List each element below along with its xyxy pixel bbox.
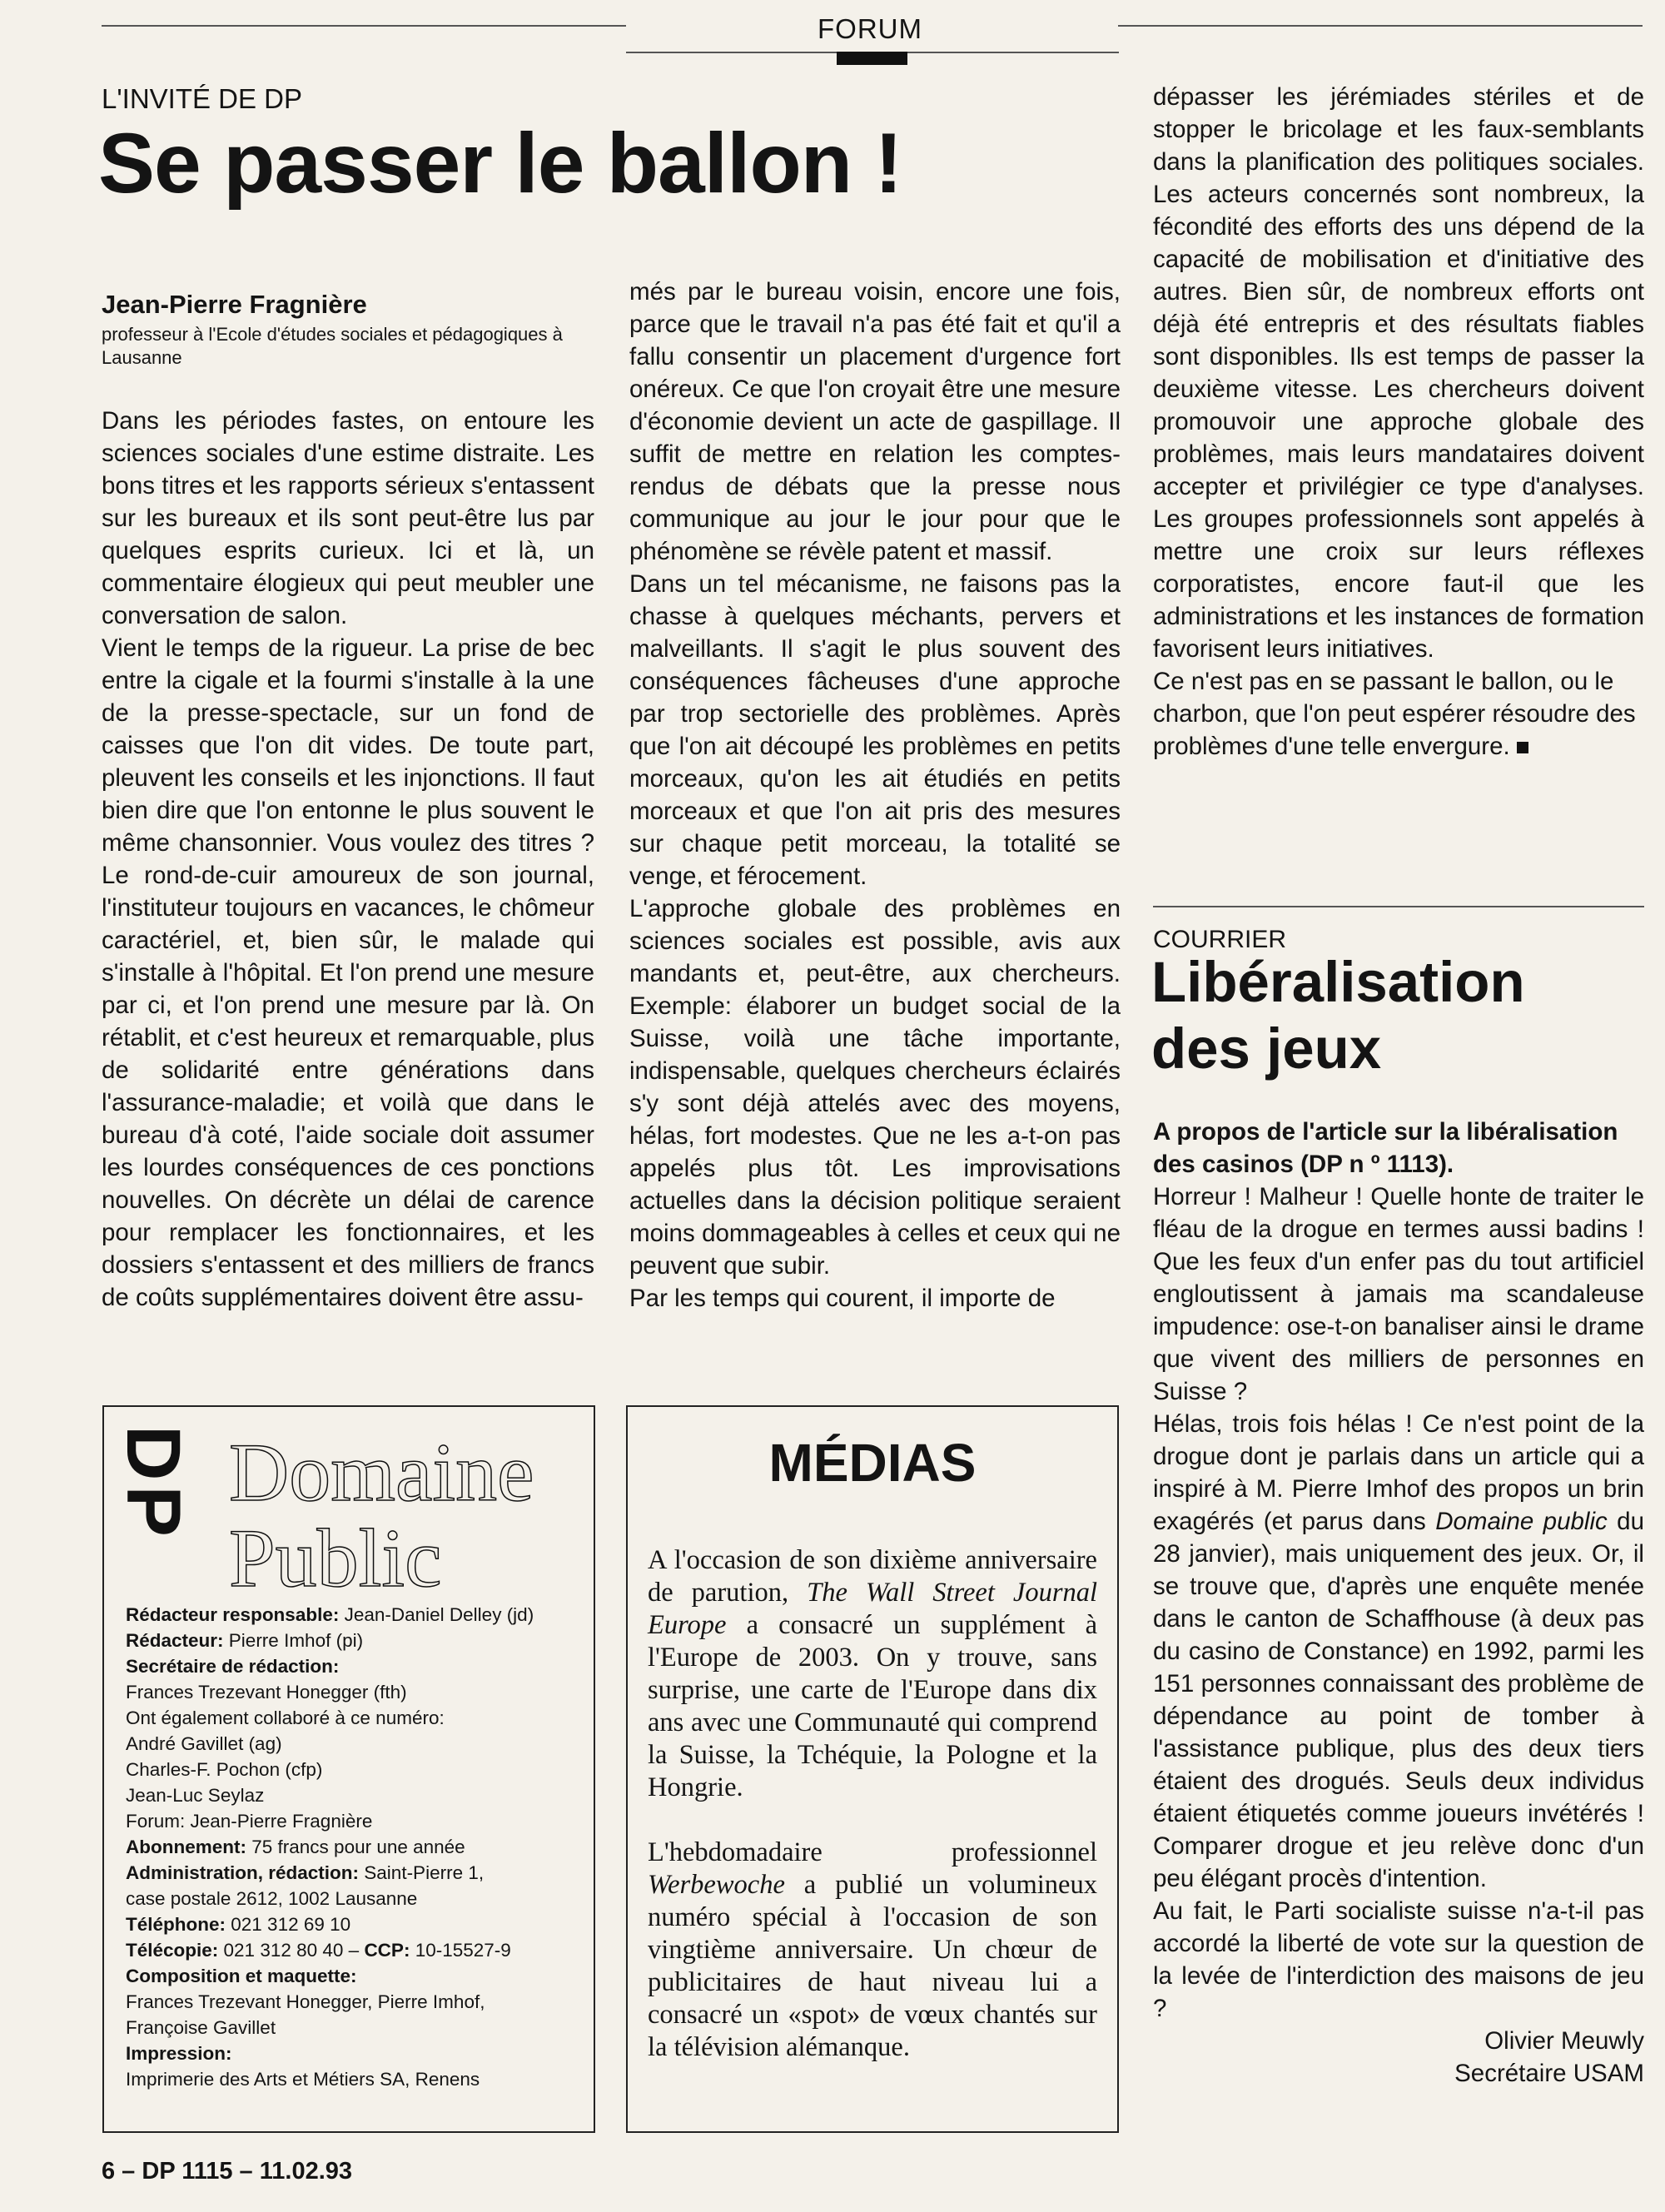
article-paragraph: més par le bureau voisin, encore une fois, parce que le travail n'a pas été fait et qu'il a fallu consentir un placement d'urgence fort onéreux. Ce que l'on croyait être une mesure d'économie devient un acte de gaspillage. Il suffit de mettre en relation les comptes-rendus de débats que la presse nous communique au jour le jour pour que le phénomène se révèle patent et massif. (629, 278, 1121, 565)
section-marker (837, 52, 907, 65)
medias-box (626, 1405, 1119, 2133)
credit-line: Imprimerie des Arts et Métiers SA, Renens (126, 2069, 480, 2090)
credit-line: Jean-Luc Seylaz (126, 1785, 265, 1806)
masthead-credits (126, 1602, 584, 2092)
courrier-paragraph: Au fait, le Parti socialiste suisse n'a-t-il pas accordé la liberté de vote sur la question de la levée de l'interdiction des maisons de jeu ? (1153, 1897, 1644, 2022)
credit-line: Ont également collaboré à ce numéro: (126, 1707, 445, 1728)
article-closing-paragraph (1153, 665, 1644, 763)
credit-line: Secrétaire de rédaction: (126, 1656, 340, 1677)
courrier-text: du 28 janvier), mais uniquement des jeux. Or, il se trouve que, d'après une enquête menée dans le canton de Schaffhouse (à deux pas du casino de Constance) en 1992, parmi les 151 personnes connaissant des problème de dépendance au point de tomber à l'assistance publique, plus des deux tiers étaient des drogués. Seuls deux individus étaient étiquetés comme joueurs invétérés ! Comparer drogue et jeu relève donc d'un peu élégant procès d'intention. (1153, 1508, 1644, 1892)
author-title: professeur à l'Ecole d'études sociales et pédagogiques à Lausanne (102, 324, 563, 368)
courrier-body (1153, 1116, 1644, 2090)
article-kicker: L'INVITÉ DE DP (102, 83, 303, 114)
courrier-text: Hélas, trois fois hélas ! Ce n'est point de la drogue dont je parlais dans un article qui a inspiré à M. Pierre Imhof des propos un brin exagérés (et parus dans (1153, 1410, 1644, 1535)
credit-line: Téléphone: 021 312 69 10 (126, 1914, 351, 1935)
article-paragraph: dépasser les jérémiades stériles et de stopper le bricolage et les faux-semblants dans la planification des politiques sociales. Les acteurs concernés sont nombreux, la fécondité des efforts des uns dépend de la capacité de mobilisation et d'initiative des autres. Bien sûr, de nombreux efforts ont déjà été entrepris et des résultats fiables sont disponibles. Ils est temps de passer la deuxième vitesse. Les chercheurs doivent promouvoir une approche globale des problèmes, mais leurs mandataires doivent accepter et privilégier ce type d'analyses. Les groupes professionnels sont appelés à mettre une croix sur leurs réflexes corporatistes, encore faut-il que les administrations et les instances de formation favorisent leurs initiatives. (1153, 83, 1644, 663)
credit-line: Abonnement: 75 francs pour une année (126, 1837, 465, 1857)
article-column-3 (1153, 81, 1644, 763)
article-paragraph: Dans un tel mécanisme, ne faisons pas la chasse à quelques méchants, pervers et malveillants. Il s'agit le plus souvent des conséquences fâcheuses d'une approche par trop sectorielle des problèmes. Après que l'on ait découpé les problèmes en petits morceaux, qu'on les ait étudiés en petits morceaux et que l'on ait pris des mesures sur chaque petit morceau, la totalité se venge, et férocement. (629, 570, 1121, 890)
signature-role: Secrétaire USAM (1454, 2060, 1644, 2087)
signature-name: Olivier Meuwly (1484, 2027, 1644, 2055)
dp-logo-text: DP (111, 1425, 196, 1542)
courrier-paragraph (1153, 1408, 1644, 1895)
medias-paragraph: L'hebdomadaire professionnel Werbewoche a publié un volumineux numéro spécial à l'occasion de son vingtième anniversaire. Un chœur de publicitaires de haut niveau lui a consacré un «spot» de vœux chantés sur la télévision alémanque. (648, 1837, 1097, 2062)
article-title: Se passer le ballon ! (98, 116, 902, 211)
credit-line: André Gavillet (ag) (126, 1733, 282, 1754)
courrier-rule (1153, 906, 1644, 907)
medias-paragraph: A l'occasion de son dixième anniversaire de parution, The Wall Street Journal Europe a consacré un supplément à l'Europe de 2003. On y trouve, sans surprise, une carte de l'Europe dans dix ans avec une Communauté qui comprend la Suisse, la Tchéquie, la Pologne et la Hongrie. (648, 1545, 1097, 1802)
credit-line: Frances Trezevant Honegger, Pierre Imhof, (126, 1991, 485, 2012)
medias-title: MÉDIAS (768, 1433, 977, 1493)
masthead-box (102, 1405, 595, 2133)
credit-line: Composition et maquette: (126, 1966, 357, 1986)
courrier-lead: A propos de l'article sur la libéralisation des casinos (DP n º 1113). (1153, 1118, 1618, 1178)
credit-line: case postale 2612, 1002 Lausanne (126, 1888, 418, 1909)
courrier-title-line-1: Libéralisation (1151, 950, 1525, 1014)
section-label: FORUM (818, 13, 922, 44)
author-name: Jean-Pierre Fragnière (102, 290, 367, 319)
article-paragraph: Dans les périodes fastes, on entoure les sciences sociales d'une estime distraite. Les bons titres et les rapports sérieux s'entassent sur les bureaux et ils sont peut-être lus par quelques esprits curieux. Ici et là, un commentaire élogieux qui peut meubler une conversation de salon. (102, 407, 594, 629)
header-rule-right (1118, 25, 1643, 27)
credit-line: Impression: (126, 2043, 232, 2064)
publication-name: The Wall Street Journal Europe (648, 1578, 1097, 1640)
credit-line: Françoise Gavillet (126, 2017, 276, 2038)
credit-line: Charles-F. Pochon (cfp) (126, 1759, 323, 1780)
article-paragraph: L'approche globale des problèmes en sciences sociales est possible, avis aux mandants et, peut-être, aux chercheurs. Exemple: élaborer un budget social de la Suisse, voilà une tâche importante, indispensable, quelques chercheurs éclairés s'y sont déjà attelés avec des moyens, hélas, fort modestes. Que ne les a-t-on pas appelés plus tôt. Les improvisations actuelles dans la décision politique seraient moins dommageables à celles et ceux qui ne peuvent que subir. (629, 895, 1121, 1280)
article-paragraph: Par les temps qui courent, il importe de (629, 1285, 1056, 1312)
publication-name: Werbewoche (648, 1870, 785, 1900)
medias-body (648, 1544, 1097, 2096)
credit-line: Frances Trezevant Honegger (fth) (126, 1682, 407, 1702)
domaine-public-wordmark (229, 1424, 579, 1607)
courrier-title-line-2: des jeux (1151, 1017, 1382, 1081)
credit-line: Rédacteur: Pierre Imhof (pi) (126, 1630, 364, 1651)
article-closing-text: Ce n'est pas en se passant le ballon, ou le charbon, que l'on peut espérer résoudre des problèmes d'une telle envergure. (1153, 668, 1636, 760)
courrier-title (1151, 949, 1651, 1082)
dp-logo (111, 1424, 196, 1607)
article-paragraph: Vient le temps de la rigueur. La prise de bec entre la cigale et la fourmi s'installe à la une de la presse-spectacle, sur un fond de caisses que l'on dit vides. De toute part, pleuvent les conseils et les injonctions. Il faut bien dire que l'on entonne le plus souvent le même chansonnier. Vous voulez des titres ? Le rond-de-cuir amoureux de son journal, l'instituteur toujours en vacances, le chômeur caractériel, et, bien sûr, le malade qui s'installe à l'hôpital. Et l'on prend une mesure par ci, et l'on prend une mesure par là. On rétablit, et c'est heureux et remarquable, plus de solidarité entre générations dans l'assurance-maladie; et voilà que dans le bureau d'à coté, l'aide sociale doit assumer les lourdes conséquences de ces ponctions nouvelles. On décrète un délai de carence pour remplacer les fonctionnaires, et les dossiers s'entassent et des milliers de francs de coûts supplémentaires doivent être assu- (102, 634, 594, 1311)
courrier-paragraph: Horreur ! Malheur ! Quelle honte de traiter le fléau de la drogue en termes aussi badins ! Que les feux d'un enfer pas du tout artificiel engloutissent à jamais ma scandaleuse impudence: ose-t-on banaliser ainsi le drame que vivent des milliers de personnes en Suisse ? (1153, 1183, 1644, 1405)
credit-line: Télécopie: 021 312 80 40 – CCP: 10-15527-9 (126, 1940, 511, 1961)
courrier-kicker: COURRIER (1153, 926, 1287, 953)
wordmark-line-2: Public (229, 1512, 442, 1604)
page-footer: 6 – DP 1115 – 11.02.93 (102, 2158, 353, 2185)
credit-line: Administration, rédaction: Saint-Pierre 1, (126, 1862, 485, 1883)
credit-line: Rédacteur responsable: Jean-Daniel Delley (jd) (126, 1604, 534, 1625)
wordmark-line-1: Domaine (229, 1426, 534, 1519)
end-of-article-mark (1517, 742, 1528, 753)
publication-name: Domaine public (1435, 1508, 1608, 1535)
article-column-1 (102, 405, 594, 1314)
credit-line: Forum: Jean-Pierre Fragnière (126, 1811, 373, 1832)
header-rule-left (102, 25, 626, 27)
article-column-2 (629, 276, 1121, 1315)
